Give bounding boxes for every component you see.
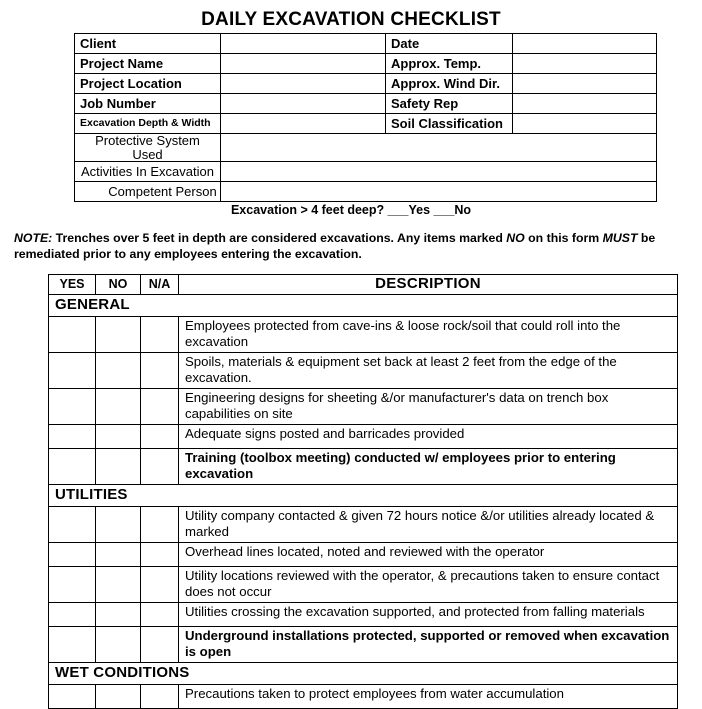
checkbox-cell-no[interactable] bbox=[96, 567, 141, 603]
checklist-item-description: Adequate signs posted and barricades provided bbox=[179, 425, 678, 449]
table-row bbox=[75, 94, 657, 114]
info-value-date[interactable] bbox=[513, 34, 657, 54]
info-table-body bbox=[75, 34, 657, 202]
page-title: DAILY EXCAVATION CHECKLIST bbox=[201, 9, 501, 30]
info-label-approx-temp: Approx. Temp. bbox=[386, 54, 513, 74]
checklist-section-title: WET CONDITIONS bbox=[49, 663, 678, 685]
checkbox-cell-no[interactable] bbox=[96, 627, 141, 663]
checkbox-cell-na[interactable] bbox=[141, 603, 179, 627]
checklist-item-description: Employees protected from cave-ins & loose rock/soil that could roll into the excavation bbox=[179, 317, 678, 353]
table-row bbox=[49, 627, 678, 663]
info-label-soil-classification: Soil Classification bbox=[386, 114, 513, 134]
table-row bbox=[49, 317, 678, 353]
checklist-section-title: UTILITIES bbox=[49, 485, 678, 507]
table-row bbox=[75, 34, 657, 54]
column-header-description: DESCRIPTION bbox=[179, 275, 678, 295]
info-value-project-location[interactable] bbox=[221, 74, 386, 94]
checkbox-cell-yes[interactable] bbox=[49, 353, 96, 389]
note-part-2: on this form bbox=[524, 231, 603, 245]
note-paragraph bbox=[14, 231, 694, 262]
info-label-safety-rep: Safety Rep bbox=[386, 94, 513, 114]
info-value-safety-rep[interactable] bbox=[513, 94, 657, 114]
note-part-3: be remediated prior to any employees entering the excavation. bbox=[14, 231, 656, 261]
checklist-item-description: Training (toolbox meeting) conducted w/ employees prior to entering excavation bbox=[179, 449, 678, 485]
checkbox-cell-no[interactable] bbox=[96, 449, 141, 485]
info-value-soil-classification[interactable] bbox=[513, 114, 657, 134]
checkbox-cell-na[interactable] bbox=[141, 507, 179, 543]
checkbox-cell-yes[interactable] bbox=[49, 603, 96, 627]
checkbox-cell-na[interactable] bbox=[141, 389, 179, 425]
info-label-project-location: Project Location bbox=[75, 74, 221, 94]
checkbox-cell-na[interactable] bbox=[141, 567, 179, 603]
checkbox-cell-no[interactable] bbox=[96, 389, 141, 425]
checkbox-cell-yes[interactable] bbox=[49, 425, 96, 449]
depth-question: Excavation > 4 feet deep? ___Yes ___No bbox=[230, 203, 472, 217]
table-row bbox=[75, 114, 657, 134]
checkbox-cell-yes[interactable] bbox=[49, 685, 96, 709]
table-row bbox=[49, 685, 678, 709]
column-header-yes: YES bbox=[49, 275, 96, 295]
checklist-section-title: GENERAL bbox=[49, 295, 678, 317]
info-label-competent-person: Competent Person bbox=[75, 182, 221, 202]
checklist-item-description: Utilities crossing the excavation supported, and protected from falling materials bbox=[179, 603, 678, 627]
checkbox-cell-yes[interactable] bbox=[49, 543, 96, 567]
checklist-item-description: Spoils, materials & equipment set back at least 2 feet from the edge of the excavation. bbox=[179, 353, 678, 389]
checklist-item-description: Overhead lines located, noted and reviewed with the operator bbox=[179, 543, 678, 567]
table-row bbox=[49, 507, 678, 543]
checkbox-cell-no[interactable] bbox=[96, 603, 141, 627]
column-header-na: N/A bbox=[141, 275, 179, 295]
checklist-item-description: Utility company contacted & given 72 hours notice &/or utilities already located & marked bbox=[179, 507, 678, 543]
checklist-section-row bbox=[49, 295, 678, 317]
checkbox-cell-yes[interactable] bbox=[49, 507, 96, 543]
project-info-table bbox=[74, 33, 657, 202]
table-row bbox=[75, 54, 657, 74]
info-label-project-name: Project Name bbox=[75, 54, 221, 74]
checklist-item-description: Engineering designs for sheeting &/or manufacturer's data on trench box capabilities on site bbox=[179, 389, 678, 425]
table-row bbox=[75, 134, 657, 162]
checkbox-cell-no[interactable] bbox=[96, 317, 141, 353]
note-prefix: NOTE: bbox=[14, 231, 53, 245]
table-row bbox=[49, 353, 678, 389]
info-value-approx-temp[interactable] bbox=[513, 54, 657, 74]
checkbox-cell-na[interactable] bbox=[141, 353, 179, 389]
table-row bbox=[75, 74, 657, 94]
info-value-job-number[interactable] bbox=[221, 94, 386, 114]
info-label-client: Client bbox=[75, 34, 221, 54]
info-value-excavation-depth-width[interactable] bbox=[221, 114, 386, 134]
checkbox-cell-na[interactable] bbox=[141, 425, 179, 449]
info-value-approx-wind-dir[interactable] bbox=[513, 74, 657, 94]
info-label-date: Date bbox=[386, 34, 513, 54]
info-label-approx-wind-dir: Approx. Wind Dir. bbox=[386, 74, 513, 94]
note-part-1: Trenches over 5 feet in depth are considered excavations. Any items marked bbox=[52, 231, 507, 245]
info-label-excavation-depth-width: Excavation Depth & Width bbox=[75, 114, 221, 134]
info-value-client[interactable] bbox=[221, 34, 386, 54]
checkbox-cell-no[interactable] bbox=[96, 507, 141, 543]
checkbox-cell-yes[interactable] bbox=[49, 317, 96, 353]
table-row bbox=[49, 567, 678, 603]
info-value-project-name[interactable] bbox=[221, 54, 386, 74]
checkbox-cell-na[interactable] bbox=[141, 627, 179, 663]
table-row bbox=[49, 603, 678, 627]
checkbox-cell-na[interactable] bbox=[141, 317, 179, 353]
checkbox-cell-no[interactable] bbox=[96, 353, 141, 389]
info-value-competent-person[interactable] bbox=[221, 182, 657, 202]
checkbox-cell-no[interactable] bbox=[96, 425, 141, 449]
checkbox-cell-yes[interactable] bbox=[49, 389, 96, 425]
table-row bbox=[49, 449, 678, 485]
checkbox-cell-yes[interactable] bbox=[49, 627, 96, 663]
checkbox-cell-na[interactable] bbox=[141, 449, 179, 485]
note-emphasis-must: MUST bbox=[602, 231, 638, 245]
column-header-no: NO bbox=[96, 275, 141, 295]
checklist-item-description: Underground installations protected, supported or removed when excavation is open bbox=[179, 627, 678, 663]
info-label-job-number: Job Number bbox=[75, 94, 221, 114]
note-emphasis-no: NO bbox=[506, 231, 525, 245]
checklist-item-description: Precautions taken to protect employees from water accumulation bbox=[179, 685, 678, 709]
info-value-protective-system-used[interactable] bbox=[221, 134, 657, 162]
checkbox-cell-no[interactable] bbox=[96, 543, 141, 567]
info-label-activities-in-excavation: Activities In Excavation bbox=[75, 162, 221, 182]
checklist-section-row bbox=[49, 485, 678, 507]
checkbox-cell-no[interactable] bbox=[96, 685, 141, 709]
checklist-header-row bbox=[49, 275, 678, 295]
checklist-item-description: Utility locations reviewed with the operator, & precautions taken to ensure contact does not occur bbox=[179, 567, 678, 603]
checklist-body bbox=[49, 275, 678, 709]
checklist-section-row bbox=[49, 663, 678, 685]
table-row bbox=[49, 389, 678, 425]
info-value-activities-in-excavation[interactable] bbox=[221, 162, 657, 182]
checklist-table bbox=[48, 274, 678, 709]
info-label-protective-system-used: Protective System Used bbox=[75, 134, 221, 162]
table-row bbox=[49, 543, 678, 567]
checkbox-cell-yes[interactable] bbox=[49, 567, 96, 603]
checkbox-cell-yes[interactable] bbox=[49, 449, 96, 485]
table-row bbox=[75, 182, 657, 202]
table-row bbox=[75, 162, 657, 182]
table-row bbox=[49, 425, 678, 449]
checkbox-cell-na[interactable] bbox=[141, 685, 179, 709]
checkbox-cell-na[interactable] bbox=[141, 543, 179, 567]
